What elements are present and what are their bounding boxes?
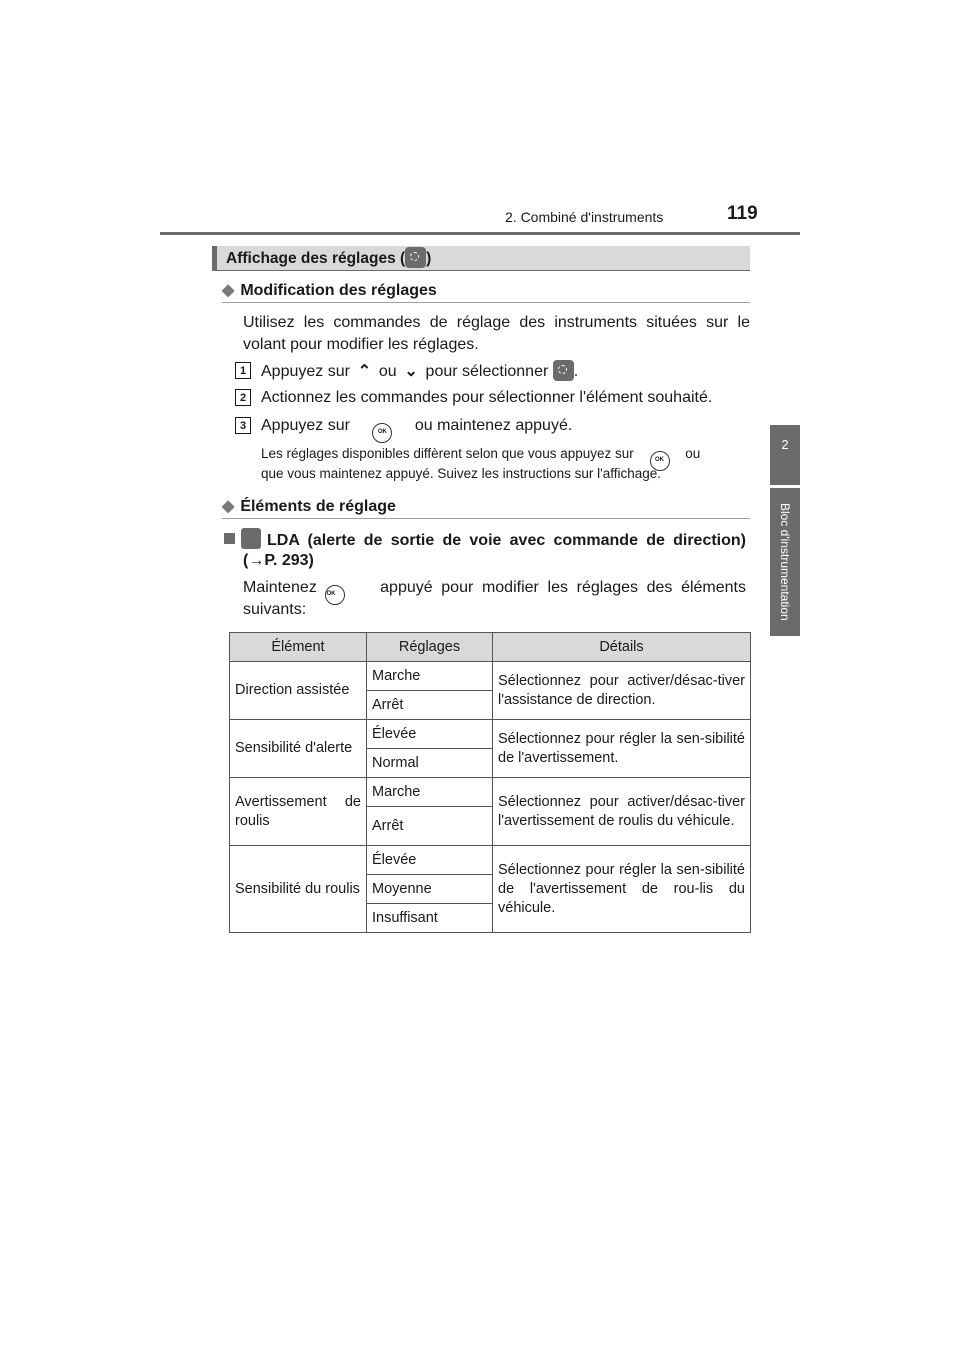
chapter-tab-label: Bloc d'instrumentation <box>778 503 792 621</box>
hold-line-2: suivants: <box>243 601 307 618</box>
table-cell-element: Sensibilité du roulis <box>230 846 367 933</box>
table-cell-details: Sélectionnez pour régler la sen-sibilité de l'avertissement de rou-lis du véhicule. <box>493 846 751 933</box>
gear-icon <box>405 247 426 268</box>
subheading-rule <box>222 302 750 303</box>
section-heading <box>212 246 750 271</box>
chapter-tab-number: 2 <box>770 425 800 485</box>
table-cell-setting: Insuffisant <box>367 904 493 933</box>
table-header-row <box>230 633 751 662</box>
gear-icon <box>553 360 574 381</box>
step-number-1: 1 <box>235 362 251 379</box>
table-cell-setting: Normal <box>367 749 493 778</box>
intro-line-2: volant pour modifier les réglages. <box>243 336 479 353</box>
page-number: 119 <box>727 203 758 224</box>
note-text-a: Les réglages disponibles diffèrent selon que vous appuyez sur <box>261 446 634 461</box>
subheading-modification <box>222 280 437 300</box>
step-3 <box>261 415 572 443</box>
diamond-icon: ◆ <box>222 498 235 515</box>
lda-icon <box>241 528 261 549</box>
settings-table <box>229 632 751 933</box>
step-number-2: 2 <box>235 389 251 406</box>
subheading-rule <box>222 518 750 519</box>
note-line-2: que vous maintenez appuyé. Suivez les instructions sur l'affichage. <box>261 466 662 481</box>
table-cell-element: Sensibilité d'alerte <box>230 720 367 778</box>
table-cell-details: Sélectionnez pour activer/désac-tiver l'assistance de direction. <box>493 662 751 720</box>
table-cell-setting: Moyenne <box>367 875 493 904</box>
header-rule <box>160 232 800 235</box>
table-header-details: Détails <box>493 633 751 662</box>
step-1-text-d: . <box>573 363 579 380</box>
intro-line-1: Utilisez les commandes de réglage des instruments situées sur le <box>243 314 750 331</box>
step-1-text-b: ou <box>378 363 397 380</box>
section-title-suffix: ) <box>426 250 432 267</box>
step-number-3: 3 <box>235 417 251 434</box>
table-header-settings: Réglages <box>367 633 493 662</box>
subheading-elements <box>222 496 396 516</box>
ok-button-icon: OK <box>650 451 670 471</box>
subheading-text: Modification des réglages <box>240 282 437 299</box>
table-cell-setting: Marche <box>367 778 493 807</box>
table-row <box>230 720 751 749</box>
table-cell-setting: Élevée <box>367 846 493 875</box>
step-1 <box>261 360 578 383</box>
table-cell-setting: Élevée <box>367 720 493 749</box>
table-row <box>230 662 751 691</box>
chapter-tab-label-wrap <box>770 488 800 636</box>
table-cell-setting: Arrêt <box>367 807 493 846</box>
section-title-prefix: Affichage des réglages ( <box>226 250 406 267</box>
table-row <box>230 846 751 875</box>
table-cell-element: Direction assistée <box>230 662 367 720</box>
table-header-element: Élément <box>230 633 367 662</box>
lda-title-line-2: (→P. 293) <box>243 552 314 569</box>
chevron-up-icon: ⌃ <box>357 363 372 380</box>
table-cell-details: Sélectionnez pour activer/désac-tiver l'avertissement de roulis du véhicule. <box>493 778 751 846</box>
step-2: Actionnez les commandes pour sélectionner l'élément souhaité. <box>261 389 713 406</box>
step-3-text-a: Appuyez sur <box>261 417 350 434</box>
lda-title-text: LDA (alerte de sortie de voie avec commande de direction) <box>267 532 746 549</box>
chevron-down-icon: ⌄ <box>404 363 418 380</box>
table-cell-details: Sélectionnez pour régler la sen-sibilité de l'avertissement. <box>493 720 751 778</box>
square-bullet-icon <box>224 533 235 544</box>
subheading-text: Éléments de réglage <box>240 498 396 515</box>
lda-title-line-1 <box>224 528 746 552</box>
chapter-title: 2. Combiné d'instruments <box>505 209 664 225</box>
table-row <box>230 778 751 807</box>
table-cell-setting: Arrêt <box>367 691 493 720</box>
hold-line-1 <box>243 577 746 605</box>
hold-text-a: Maintenez <box>243 579 317 596</box>
ok-button-icon: OK <box>372 423 392 443</box>
note-text-b: ou <box>685 446 701 461</box>
table-cell-setting: Marche <box>367 662 493 691</box>
step-1-text-a: Appuyez sur <box>261 363 350 380</box>
table-cell-element: Avertissement de roulis <box>230 778 367 846</box>
step-3-text-b: ou maintenez appuyé. <box>414 417 573 434</box>
ok-button-icon: OK <box>325 585 345 605</box>
hold-text-b: appuyé pour modifier les réglages des éléments <box>380 579 746 596</box>
step-1-text-c: pour sélectionner <box>425 363 549 380</box>
diamond-icon: ◆ <box>222 282 235 299</box>
